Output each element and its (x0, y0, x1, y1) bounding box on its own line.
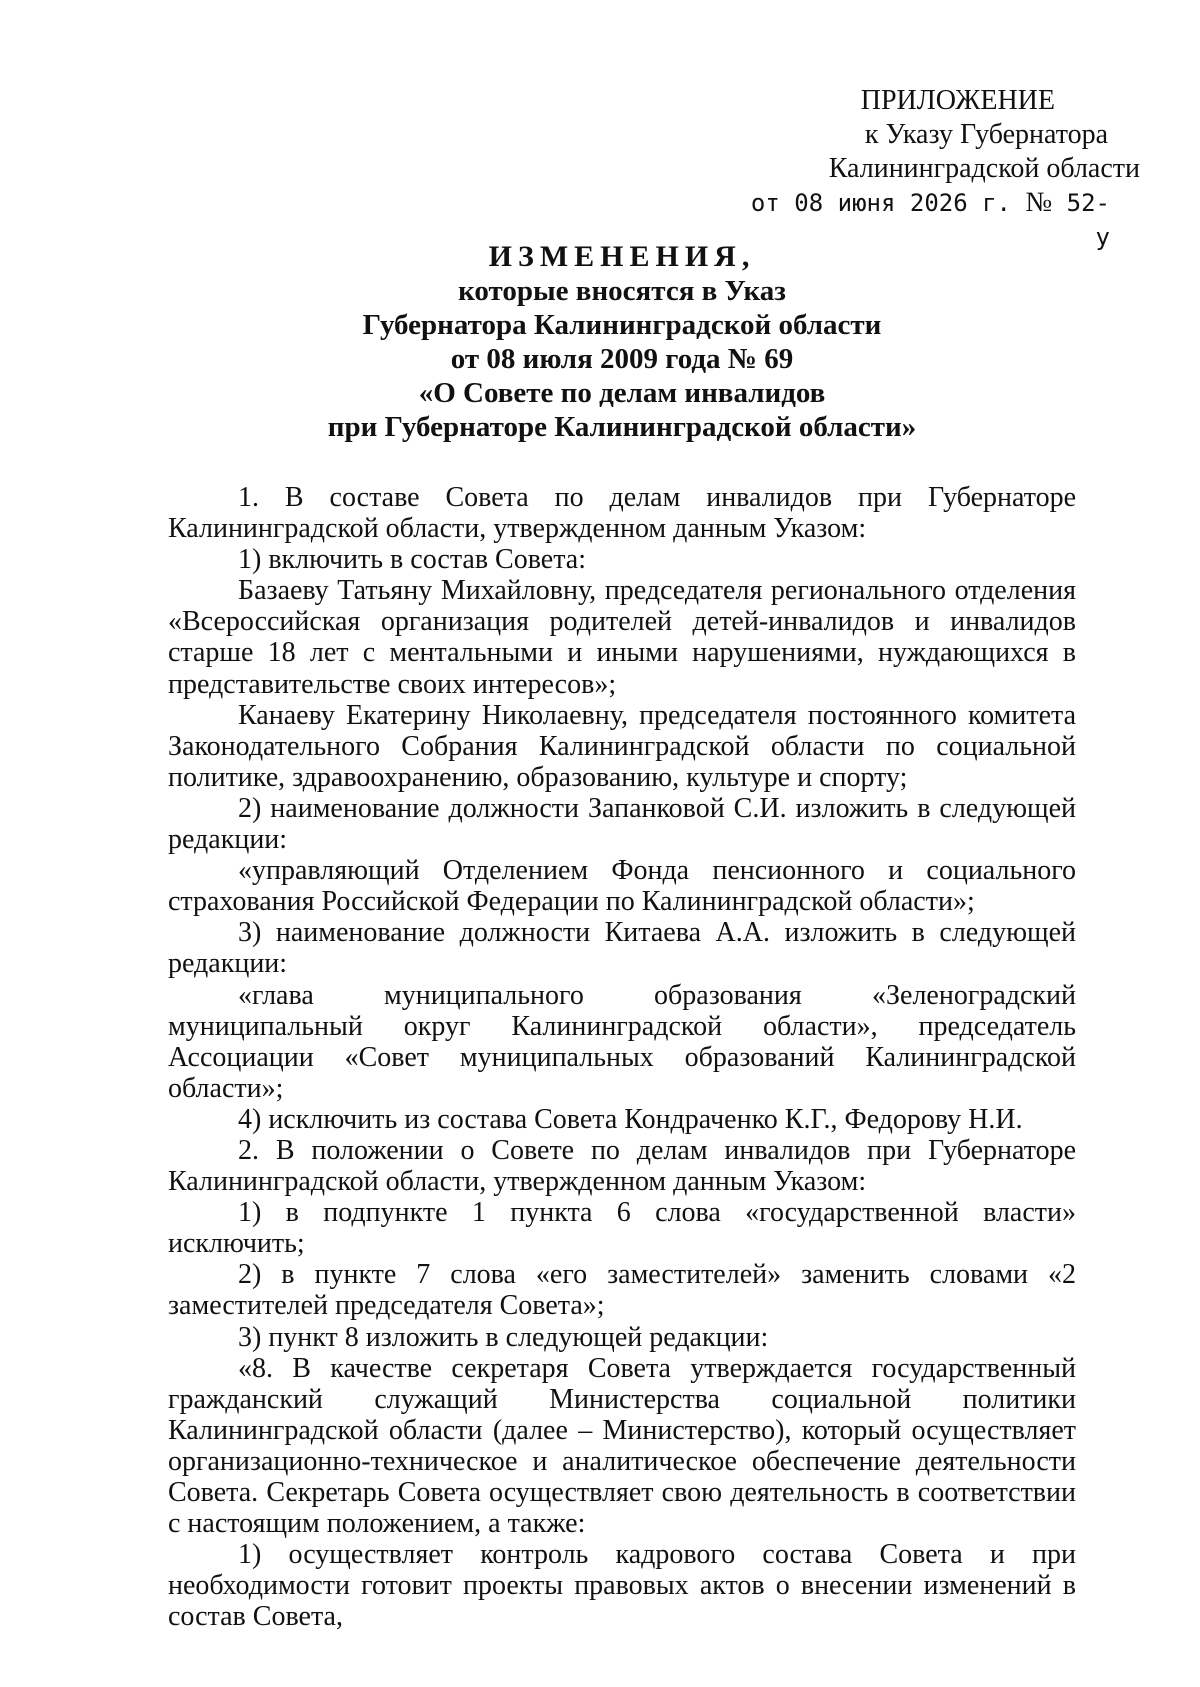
heading-line-2: Губернатора Калининградской области (362, 309, 882, 341)
body-paragraph: «глава муниципального образования «Зеленоградский муниципальный округ Калининградской области», председатель Ассоциации «Совет муниципальных образований Калининградской области»; (168, 979, 1076, 1104)
body-paragraph: 2) наименование должности Запанковой С.И. изложить в следующей редакции: (168, 792, 1076, 856)
appendix-block (740, 84, 1140, 254)
body-paragraph: Базаеву Татьяну Михайловну, председателя регионального отделения «Всероссийская организация родителей детей-инвалидов и инвалидов старше 18 лет с ментальными и иными нарушениями, нуждающихся в представительстве своих интересов»; (168, 575, 1076, 700)
body-paragraph: «8. В качестве секретаря Совета утверждается государственный гражданский служащий Министерства социальной политики Калининградской области (далее – Министерство), который осуществляет организационно-техническое и аналитическое обеспечение деятельности Совета. Секретарь Совета осуществляет свою деятельность в соответствии с настоящим положением, а также: (168, 1352, 1076, 1540)
body-paragraph: 1) в подпункте 1 пункта 6 слова «государственной власти» исключить; (168, 1197, 1076, 1260)
appendix-title: ПРИЛОЖЕНИЕ (860, 85, 1055, 116)
heading-title: ИЗМЕНЕНИЯ, (488, 240, 756, 273)
body-paragraph: 2) в пункте 7 слова «его заместителей» заменить словами «2 заместителей председателя Совета»; (168, 1259, 1076, 1322)
appendix-number: 52-у (1066, 189, 1110, 251)
body-paragraph: 1) осуществляет контроль кадрового состава Совета и при необходимости готовит проекты правовых актов о внесении изменений в состав Совета, (168, 1539, 1076, 1633)
appendix-number-sign: № (1025, 187, 1053, 218)
body-paragraph: 4) исключить из состава Совета Кондраченко К.Г., Федорову Н.И. (238, 1103, 1023, 1135)
appendix-date: от 08 июня 2026 г. (750, 189, 1012, 217)
heading-line-4: «О Совете по делам инвалидов (418, 377, 826, 409)
heading-line-3: от 08 июля 2009 года № 69 (450, 343, 794, 375)
body-paragraph: 1) включить в состав Совета: (238, 544, 586, 576)
heading-line-5: при Губернаторе Калининградской области» (327, 411, 917, 443)
body-paragraph: 1. В составе Совета по делам инвалидов при Губернаторе Калининградской области, утвержденном данным Указом: (168, 482, 1076, 545)
heading-line-1: которые вносятся в Указ (458, 275, 786, 307)
body-paragraph: 3) наименование должности Китаева А.А. изложить в следующей редакции: (168, 917, 1076, 980)
document-body (168, 482, 1076, 1632)
body-paragraph: 2. В положении о Совете по делам инвалидов при Губернаторе Калининградской области, утвержденном данным Указом: (168, 1134, 1076, 1198)
body-paragraph: Канаеву Екатерину Николаевну, председателя постоянного комитета Законодательного Собрания Калининградской области по социальной политике, здравоохранению, образованию, культуре и спорту; (168, 699, 1076, 793)
body-paragraph: 3) пункт 8 изложить в следующей редакции: (238, 1321, 769, 1353)
appendix-decree-reference: к Указу Губернатора (864, 119, 1108, 150)
appendix-region: Калининградской области (828, 153, 1140, 184)
body-paragraph: «управляющий Отделением Фонда пенсионного и социального страхования Российской Федерации по Калининградской области»; (168, 855, 1076, 918)
document-heading (168, 240, 1076, 444)
